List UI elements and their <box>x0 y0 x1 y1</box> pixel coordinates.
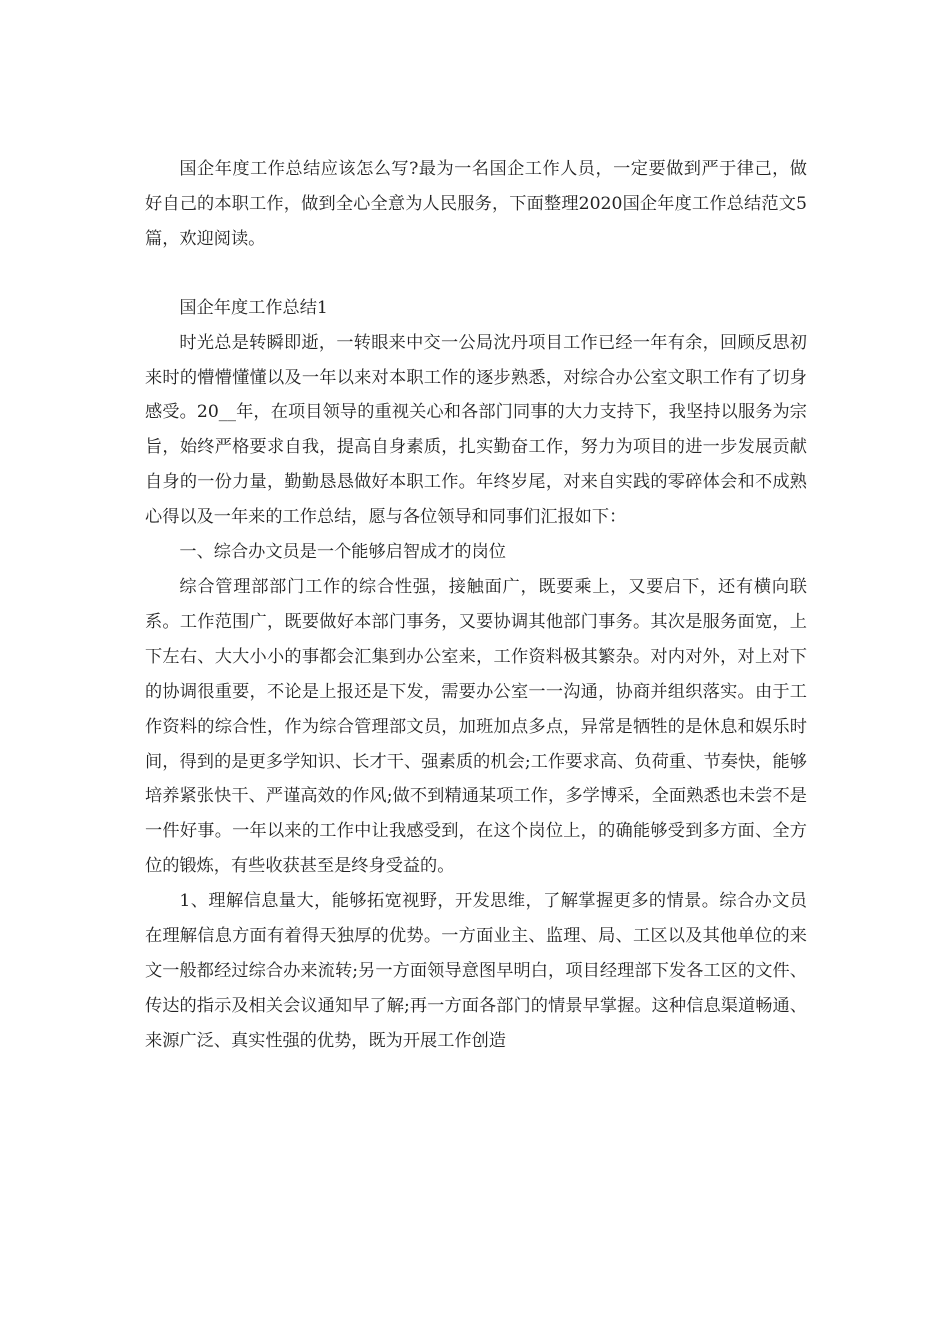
body-paragraph: 综合管理部部门工作的综合性强，接触面广，既要乘上，又要启下，还有横向联系。工作范围广，既要做好本部门事务，又要协调其他部门事务。其次是服务面宽，上下左右、大大小小的事都会汇集到办公室来，工作资料极其繁杂。对内对外，对上对下的协调很重要，不论是上报还是下发，需要办公室一一沟通，协商并组织落实。由于工作资料的综合性，作为综合管理部文员，加班加点多点，异常是牺牲的是休息和娱乐时间，得到的是更多学知识、长才干、强素质的机会;工作要求高、负荷重、节奏快，能够培养紧张快干、严谨高效的作风;做不到精通某项工作，多学博采，全面熟悉也未尝不是一件好事。一年以来的工作中让我感受到，在这个岗位上，的确能够受到多方面、全方位的锻炼，有些收获甚至是终身受益的。 <box>145 576 807 877</box>
body-paragraph: 1、理解信息量大，能够拓宽视野，开发思维，了解掌握更多的情景。综合办文员在理解信息方面有着得天独厚的优势。一方面业主、监理、局、工区以及其他单位的来文一般都经过综合办来流转;另一方面领导意图早明白，项目经理部下发各工区的文件、传达的指示及相关会议通知早了解;再一方面各部门的情景早掌握。这种信息渠道畅通、来源广泛、真实性强的优势，既为开展工作创造 <box>145 891 807 1051</box>
intro-paragraph: 国企年度工作总结应该怎么写?最为一名国企工作人员，一定要做到严于律己，做好自己的本职工作，做到全心全意为人民服务，下面整理2020国企年度工作总结范文5篇，欢迎阅读。 <box>145 159 807 249</box>
body-paragraph: 时光总是转瞬即逝，一转眼来中交一公局沈丹项目工作已经一年有余，回顾反思初来时的懵懵懂懂以及一年以来对本职工作的逐步熟悉，对综合办公室文职工作有了切身感受。20__年，在项目领导的重视关心和各部门同事的大力支持下，我坚持以服务为宗旨，始终严格要求自我，提高自身素质，扎实勤奋工作，努力为项目的进一步发展贡献自身的一份力量，勤勤恳恳做好本职工作。年终岁尾，对来自实践的零碎体会和不成熟心得以及一年来的工作总结，愿与各位领导和同事们汇报如下： <box>145 332 807 528</box>
subheading-paragraph: 一、综合办文员是一个能够启智成才的岗位 <box>179 542 506 563</box>
document-body <box>145 152 807 1059</box>
section-title: 国企年度工作总结1 <box>179 297 328 318</box>
